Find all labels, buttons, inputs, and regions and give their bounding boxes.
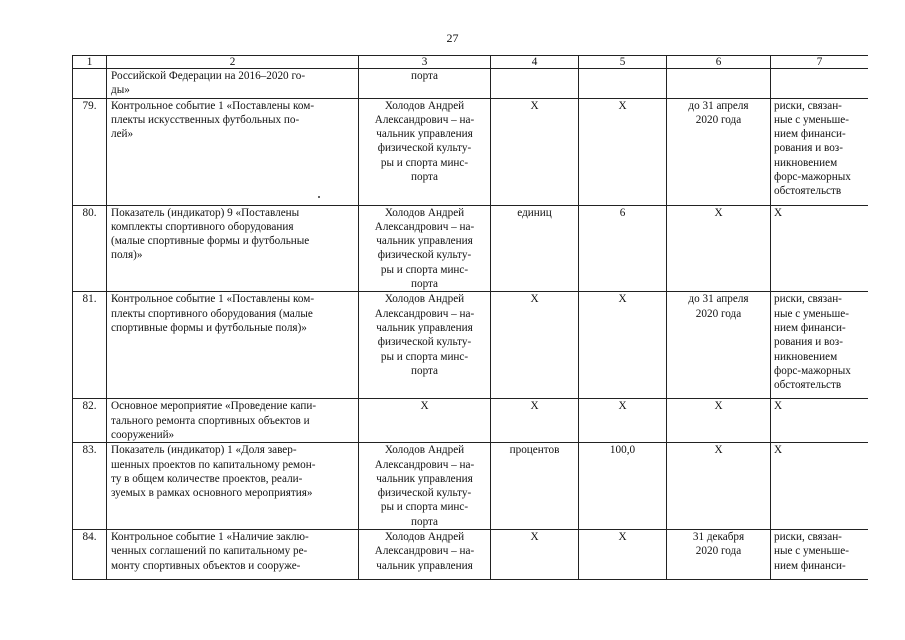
row-risks: X (771, 443, 869, 530)
header-cell-4: 4 (491, 56, 579, 69)
table-row (73, 69, 869, 99)
row-name: Показатель (индикатор) 9 «Поставлены комплекты спортивного оборудования (малые спортивные формы и футбольные поля)» (107, 205, 359, 292)
row-unit: X (491, 530, 579, 580)
table-row (73, 292, 869, 399)
row-deadline: до 31 апреля 2020 года (667, 98, 771, 205)
scan-speck (318, 196, 320, 198)
row-unit: X (491, 399, 579, 443)
row-value: X (579, 530, 667, 580)
row-deadline: X (667, 443, 771, 530)
row-value: 100,0 (579, 443, 667, 530)
row-unit: X (491, 98, 579, 205)
row-responsible: Холодов Андрей Александрович – на- чальник управления физической культу- ры и спорта минс- порта (359, 205, 491, 292)
row-responsible: Холодов Андрей Александрович – на- чальник управления (359, 530, 491, 580)
row-value: 6 (579, 205, 667, 292)
row-risks: риски, связан- ные с уменьше- нием финанси- рования и воз- никновением форс-мажорных обстоятельств (771, 98, 869, 205)
row-value: X (579, 292, 667, 399)
table-row (73, 98, 869, 205)
row-responsible: X (359, 399, 491, 443)
row-name: Российской Федерации на 2016–2020 го- ды» (107, 69, 359, 99)
row-name: Основное мероприятие «Проведение капи- тального ремонта спортивных объектов и сооружений» (107, 399, 359, 443)
table-row (73, 205, 869, 292)
table-header-row (73, 56, 869, 69)
row-unit (491, 69, 579, 99)
row-number (73, 69, 107, 99)
row-value: X (579, 399, 667, 443)
row-value (579, 69, 667, 99)
row-responsible: Холодов Андрей Александрович – на- чальник управления физической культу- ры и спорта минс- порта (359, 443, 491, 530)
row-number: 81. (73, 292, 107, 399)
row-name: Контрольное событие 1 «Поставлены ком- плекты спортивного оборудования (малые спортивные формы и футбольные поля)» (107, 292, 359, 399)
row-deadline (667, 69, 771, 99)
row-name: Контрольное событие 1 «Наличие заклю- ченных соглашений по капитальному ре- монту спортивных объектов и сооруже- (107, 530, 359, 580)
row-value: X (579, 98, 667, 205)
row-responsible: порта (359, 69, 491, 99)
row-deadline: X (667, 399, 771, 443)
row-number: 79. (73, 98, 107, 205)
row-deadline: до 31 апреля 2020 года (667, 292, 771, 399)
header-cell-5: 5 (579, 56, 667, 69)
row-unit: единиц (491, 205, 579, 292)
row-deadline: X (667, 205, 771, 292)
table-container (72, 55, 868, 640)
header-cell-7: 7 (771, 56, 869, 69)
row-risks (771, 69, 869, 99)
row-name: Контрольное событие 1 «Поставлены ком- плекты искусственных футбольных по- лей» (107, 98, 359, 205)
row-number: 82. (73, 399, 107, 443)
row-name: Показатель (индикатор) 1 «Доля завер- шенных проектов по капитальному ремон- ту в общем количестве проектов, реали- зуемых в рамках основного мероприятия» (107, 443, 359, 530)
page-number: 27 (446, 31, 459, 45)
plan-table (72, 55, 868, 580)
row-responsible: Холодов Андрей Александрович – на- чальник управления физической культу- ры и спорта минс- порта (359, 292, 491, 399)
row-risks: риски, связан- ные с уменьше- нием финанси- (771, 530, 869, 580)
header-cell-6: 6 (667, 56, 771, 69)
row-risks: X (771, 399, 869, 443)
row-number: 83. (73, 443, 107, 530)
row-deadline: 31 декабря 2020 года (667, 530, 771, 580)
table-row (73, 530, 869, 580)
table-row (73, 443, 869, 530)
table-row (73, 399, 869, 443)
row-risks: риски, связан- ные с уменьше- нием финанси- рования и воз- никновением форс-мажорных обстоятельств (771, 292, 869, 399)
row-unit: процентов (491, 443, 579, 530)
header-cell-1: 1 (73, 56, 107, 69)
row-number: 84. (73, 530, 107, 580)
row-number: 80. (73, 205, 107, 292)
row-risks: X (771, 205, 869, 292)
row-responsible: Холодов Андрей Александрович – на- чальник управления физической культу- ры и спорта минс- порта (359, 98, 491, 205)
header-cell-2: 2 (107, 56, 359, 69)
header-cell-3: 3 (359, 56, 491, 69)
row-unit: X (491, 292, 579, 399)
